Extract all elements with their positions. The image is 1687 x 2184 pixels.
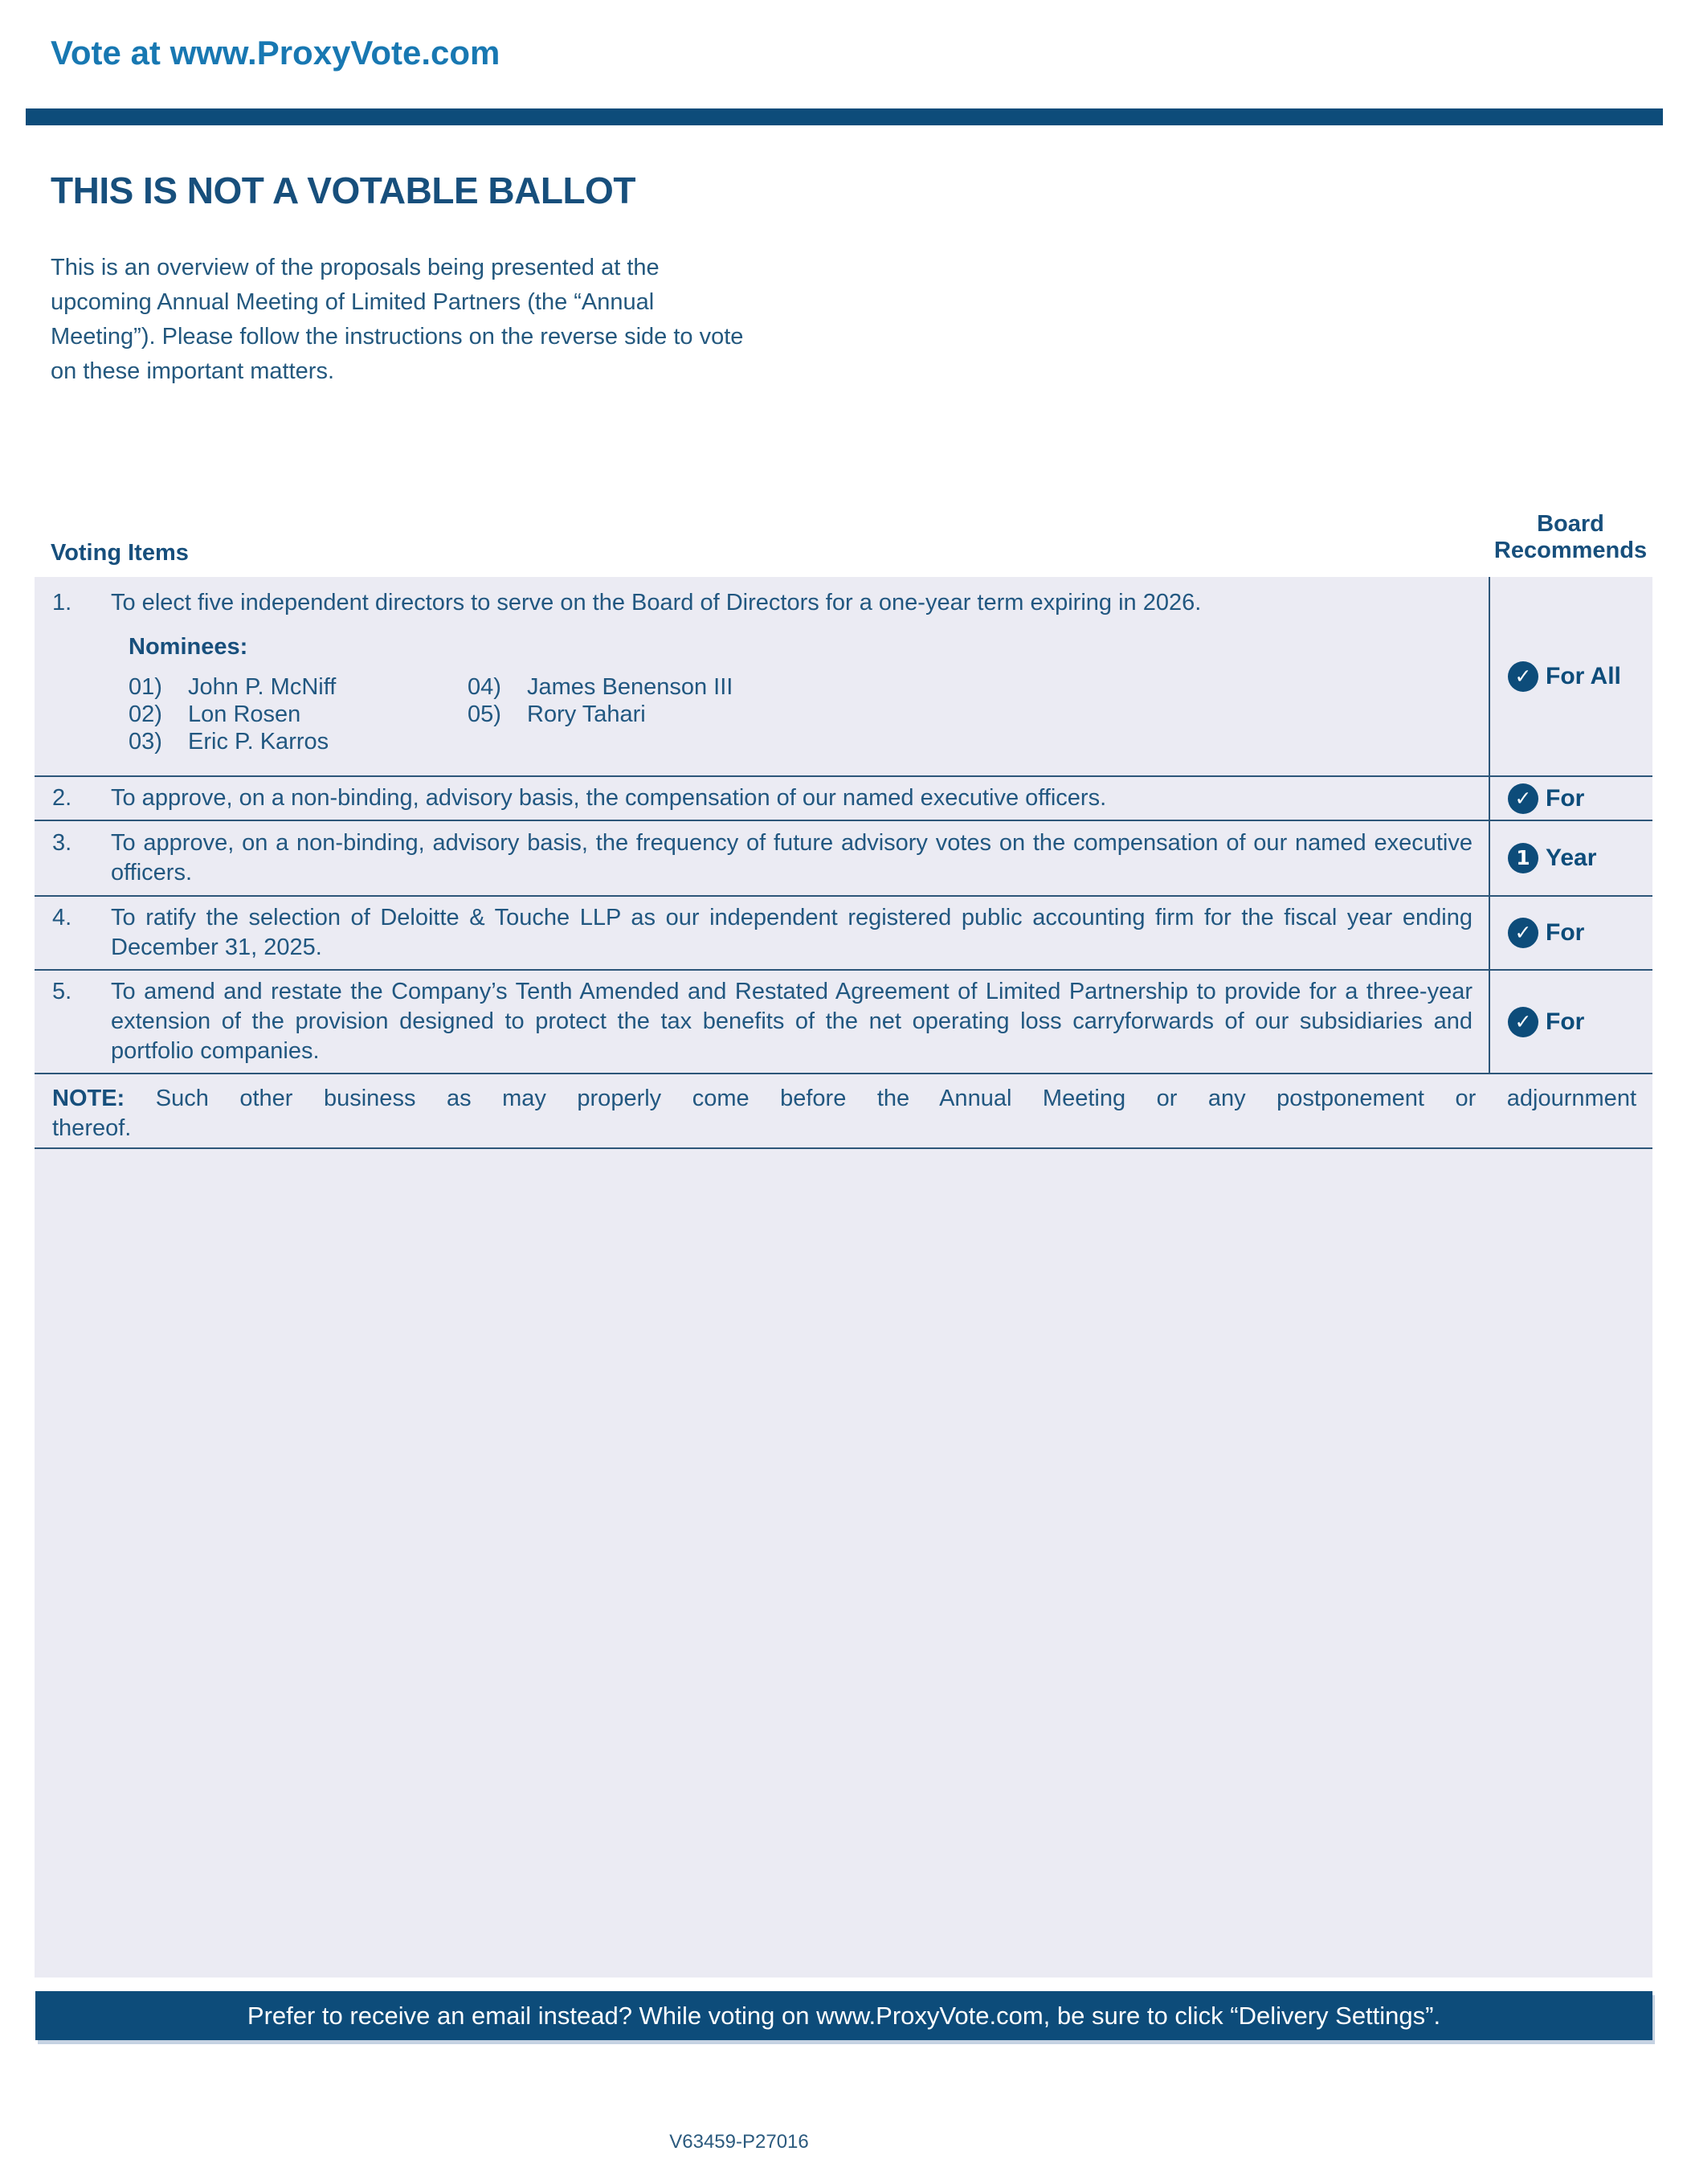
recommendation-label: For bbox=[1546, 919, 1585, 946]
delivery-settings-banner bbox=[35, 1991, 1652, 2040]
voting-item-row-5 bbox=[35, 969, 1652, 1073]
item-3-text: To approve, on a non-binding, advisory basis, the frequency of future advisory votes on the compensation of our named executive officers. bbox=[111, 830, 1473, 885]
intro-paragraph: This is an overview of the proposals being presented at the upcoming Annual Meeting of Limited Partners (the “Annual Meeting”). Please follow the instructions on the reverse side to vote on these important matters. bbox=[51, 255, 744, 384]
item-4-text: To ratify the selection of Deloitte & Touche LLP as our independent registered public accounting firm for the fiscal year ending December 31, 2025. bbox=[111, 905, 1473, 960]
voting-item-row-1 bbox=[35, 577, 1652, 775]
header-divider-bar bbox=[26, 108, 1663, 125]
voting-item-row-3 bbox=[35, 820, 1652, 895]
voting-item-row-2 bbox=[35, 775, 1652, 820]
note-text-line1: Such other business as may properly come before the Annual Meeting or any postponement or adjournment bbox=[155, 1086, 1636, 1111]
voting-items-header: Voting Items bbox=[51, 540, 189, 566]
nominee-name: John P. McNiff bbox=[188, 674, 337, 700]
recommendation-label: For All bbox=[1546, 662, 1621, 689]
nominee-item: 04) James Benenson III bbox=[468, 674, 733, 700]
note-row bbox=[35, 1073, 1652, 1149]
proxyvote-url-heading: Vote at www.ProxyVote.com bbox=[51, 34, 500, 72]
board-recommendation-item-5 bbox=[1508, 1007, 1584, 1037]
nominee-name: Rory Tahari bbox=[527, 701, 646, 727]
item-5-text: To amend and restate the Company’s Tenth Amended and Restated Agreement of Limited Partnership to provide for a three-year extension of the provision designed to protect the tax benefits of the net operating loss carryforwards of our subsidiaries and portfolio companies. bbox=[111, 979, 1473, 1064]
empty-table-area bbox=[35, 1149, 1652, 1977]
nominees-block bbox=[129, 634, 1489, 755]
voting-items-table bbox=[35, 577, 1652, 1977]
voting-item-row-4 bbox=[35, 895, 1652, 969]
recommendation-label: For bbox=[1546, 784, 1585, 812]
recommendation-label: Year bbox=[1546, 845, 1597, 871]
item-2-text: To approve, on a non-binding, advisory basis, the compensation of our named executive officers. bbox=[111, 785, 1107, 811]
check-icon: ✓ bbox=[1508, 783, 1538, 814]
item-3-number: 3. bbox=[52, 830, 72, 856]
nominee-name: Lon Rosen bbox=[188, 701, 301, 727]
nominee-item: 03) Eric P. Karros bbox=[129, 729, 329, 755]
document-control-number: V63459-P27016 bbox=[669, 2131, 809, 2153]
nominees-column-1 bbox=[129, 673, 468, 755]
check-icon: ✓ bbox=[1508, 918, 1538, 948]
nominees-column-2 bbox=[468, 673, 733, 755]
banner-text: Prefer to receive an email instead? While voting on www.ProxyVote.com, be sure to click “Delivery Settings”. bbox=[247, 2001, 1441, 2030]
board-recommendation-item-2 bbox=[1508, 783, 1584, 814]
board-recommends-line2: Recommends bbox=[1493, 538, 1648, 563]
number-one-icon: 1 bbox=[1508, 843, 1538, 873]
recommendation-label: For bbox=[1546, 1008, 1585, 1035]
nominee-item: 01) John P. McNiff bbox=[129, 674, 337, 700]
note-label: NOTE: bbox=[52, 1086, 125, 1111]
nominees-label: Nominees: bbox=[129, 634, 248, 660]
board-recommendation-item-4 bbox=[1508, 918, 1584, 948]
check-icon: ✓ bbox=[1508, 661, 1538, 692]
nominee-item: 05) Rory Tahari bbox=[468, 701, 646, 727]
item-4-number: 4. bbox=[52, 905, 72, 930]
item-1-number: 1. bbox=[52, 590, 72, 616]
board-recommendation-item-1 bbox=[1508, 661, 1621, 692]
nominee-name: Eric P. Karros bbox=[188, 729, 329, 755]
page-title: THIS IS NOT A VOTABLE BALLOT bbox=[51, 170, 635, 211]
board-recommends-line1: Board bbox=[1537, 511, 1604, 537]
item-2-number: 2. bbox=[52, 785, 72, 811]
check-icon: ✓ bbox=[1508, 1007, 1538, 1037]
nominee-name: James Benenson III bbox=[527, 674, 733, 700]
nominee-item: 02) Lon Rosen bbox=[129, 701, 301, 727]
note-text-line2: thereof. bbox=[52, 1115, 132, 1141]
item-1-text: To elect five independent directors to serve on the Board of Directors for a one-year term expiring in 2026. bbox=[111, 590, 1202, 616]
board-recommendation-item-3 bbox=[1508, 843, 1596, 873]
board-recommends-header bbox=[1483, 511, 1658, 564]
item-5-number: 5. bbox=[52, 979, 72, 1004]
